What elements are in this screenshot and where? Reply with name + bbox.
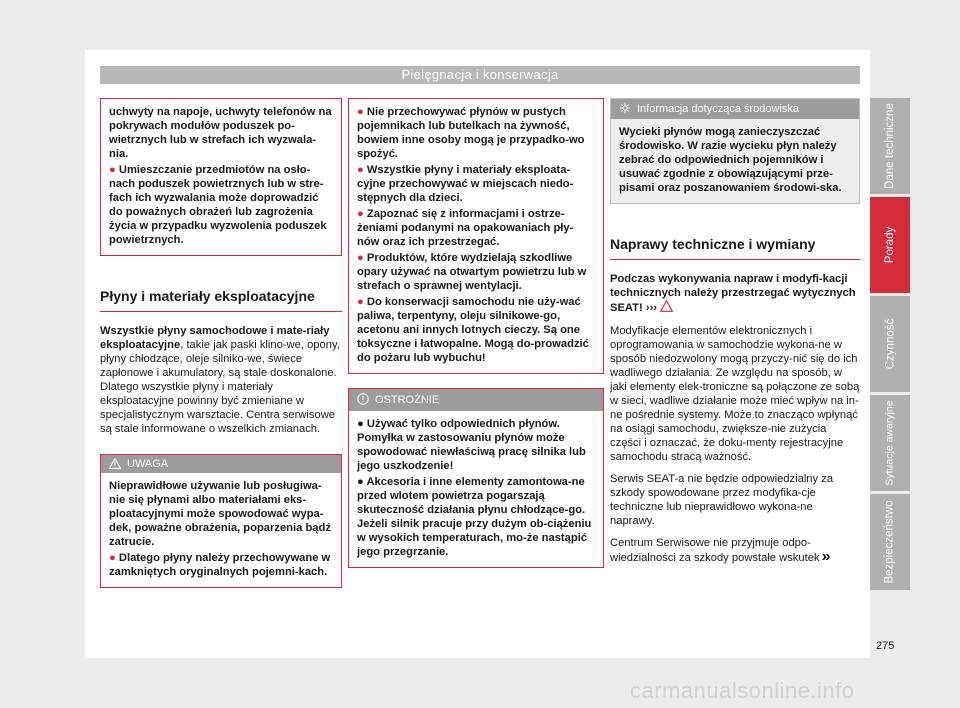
warning-bullet: ● Nie przechowywać płynów w pustych pojemnikach lub butelkach na żywność, bowiem inne osoby mogą je przypadko-wo spożyć.: [357, 106, 585, 160]
environment-header: Informacja dotycząca środowiska: [611, 99, 859, 119]
tab-czynnosc[interactable]: Czynność: [870, 296, 910, 392]
warning-bullet: ● Umieszczanie przedmiotów na osło-nach poduszek powietrznych lub w stre-fach ich wyzwalania może doprowadzić do poważnych obrażeń lub zagrożenia życia w przypadku wyzwolenia poduszek powietrznych.: [109, 164, 327, 246]
warning-header: UWAGA: [101, 455, 341, 473]
bullet-icon: ●: [357, 296, 367, 308]
repairs-text: [610, 272, 860, 565]
bullet-icon: ●: [357, 476, 367, 488]
bullet-icon: ●: [109, 552, 119, 564]
tab-bezpieczenstwo[interactable]: Bezpieczeństwo: [870, 494, 910, 590]
environment-text: Wycieki płynów mogą zanieczyszczać środowisko. W razie wycieku płyn należy zebrać do odpowiednich pojemników i usuwać zgodnie z obowiązującymi prze-pisami oraz poszanowaniem środowi-ska.: [619, 126, 842, 194]
warning-triangle-icon: [109, 457, 121, 475]
column-3: [610, 98, 860, 565]
warning-bullet: ● Produktów, które wydzielają szkodliwe opary używać na otwartym powietrzu lub w strefach o sprawnej wentylacji.: [357, 252, 587, 292]
section-title-repairs: Naprawy techniczne i wymiany: [610, 228, 860, 260]
environment-leaf-icon: [619, 101, 631, 121]
page-number: 275: [876, 640, 895, 652]
tab-sytuacje-awaryjne[interactable]: Sytuacje awaryjne: [870, 395, 910, 491]
warning-continued-box: [100, 98, 342, 256]
bullet-icon: ●: [357, 252, 367, 264]
caution-box: [348, 388, 604, 568]
continue-arrow-icon: »: [821, 548, 831, 565]
repairs-intro: Podczas wykonywania napraw i modyfi-kacji technicznych należy przestrzegać wytycznych SEAT! ›››: [610, 273, 856, 314]
warning-bullet: ● Zapoznać się z informacjami i ostrze-żeniami podanymi na opakowaniach pły-nów oraz ich przestrzegać.: [357, 208, 574, 248]
warning-box: [100, 454, 342, 588]
warning-triangle-icon[interactable]: [660, 300, 673, 316]
bullet-icon: ●: [357, 164, 367, 176]
caution-bullet: ● Używać tylko odpowiednich płynów. Pomyłka w zastosowaniu płynów może spowodować niewłaściwą pracę silnika lub jego uszkodzenie!: [357, 418, 586, 472]
tab-dane-techniczne[interactable]: Dane techniczne: [870, 98, 910, 194]
section-title-fluids: Płyny i materiały eksploatacyjne: [100, 280, 342, 312]
warning-text: uchwyty na napoje, uchwyty telefonów na pokrywach modułów poduszek po-wietrznych lub w strefach ich wyzwala-nia.: [109, 106, 332, 160]
cross-reference-link[interactable]: ›››: [645, 302, 658, 314]
environment-info-box: [610, 98, 860, 204]
caution-bullet: ● Akcesoria i inne elementy zamontowa-ne przed wlotem powietrza pogarszają skuteczność działania płynu chłodzące-go. Jeżeli silnik pracuje przy dużym ob-ciążeniu w wysokich temperaturach, mo-że nastąpić jego przegrzanie.: [357, 476, 592, 558]
bullet-icon: ●: [357, 208, 367, 220]
repairs-paragraph: Centrum Serwisowe nie przyjmuje odpo-wiedzialności za szkody powstałe wskutek »: [610, 537, 831, 565]
repairs-paragraph: Serwis SEAT-a nie będzie odpowiedzialny za szkody spowodowane przez modyfika-cje techniczne lub nieprawidłowo wykona-ne naprawy.: [610, 473, 834, 527]
tab-porady[interactable]: Porady: [870, 197, 910, 293]
repairs-paragraph: Modyfikacje elementów elektronicznych i oprogramowania w samochodzie wykona-ne w sposób niedozwolony mogą przyczy-nić się do ich wadliwego działania. Ze względu na sposób, w jaki elementy elek-troniczne są połączone ze sobą w sieci, wadliwe działanie może mieć wpływ na in-ne pośrednie systemy. Może to znacząco wpłynąć na osiągi samochodu, zwiększe-nie zużycia części i oznaczać, że doku-menty rejestracyjne samochodu stracą ważność.: [610, 325, 860, 463]
column-1: [100, 98, 342, 588]
warning-bullet: ● Wszystkie płyny i materiały eksploata-cyjne przechowywać w miejscach niedo-stępnych dla dzieci.: [357, 164, 574, 204]
page-header: Pielęgnacja i konserwacja: [100, 66, 860, 84]
caution-circle-icon: [357, 391, 369, 413]
bullet-icon: ●: [109, 164, 119, 176]
fluids-paragraph: Wszystkie płyny samochodowe i mate-riały eksploatacyjne, takie jak paski klino-we, opony, płyny chłodzące, oleje silniko-we, świece zapłonowe i akumulatory, są stale doskonalone. Dlatego wszystkie płyny i materiały eksploatacyjne powinny być zmieniane w specjalistycznym warsztacie. Centra serwisowe są stale informowane o wszelkich zmianach.: [100, 325, 340, 435]
caution-header: OSTROŻNIE: [349, 389, 603, 411]
bullet-icon: ●: [357, 418, 367, 430]
watermark: carmanualsonline.info: [630, 678, 855, 703]
chapter-tabs: [870, 98, 910, 593]
bullet-icon: ●: [357, 106, 367, 118]
warning-text: Nieprawidłowe używanie lub posługiwa-nie się płynami albo materiałami eks-ploatacyjnymi może spowodować wypa-dek, poważne obrażenia, poparzenia bądź zatrucie.: [109, 480, 331, 548]
warning-continued-box: [348, 98, 604, 374]
warning-bullet: ● Do konserwacji samochodu nie uży-wać paliwa, terpentyny, oleju silnikowe-go, acetonu ani innych lotnych cieczy. Są one toksyczne i łatwopalne. Mogą do-prowadzić do pożaru lub wybuchu!: [357, 296, 589, 364]
column-2: [348, 98, 604, 568]
warning-bullet: ● Dlatego płyny należy przechowywane w zamkniętych oryginalnych pojemni-kach.: [109, 552, 331, 578]
fluids-text: [100, 324, 342, 436]
